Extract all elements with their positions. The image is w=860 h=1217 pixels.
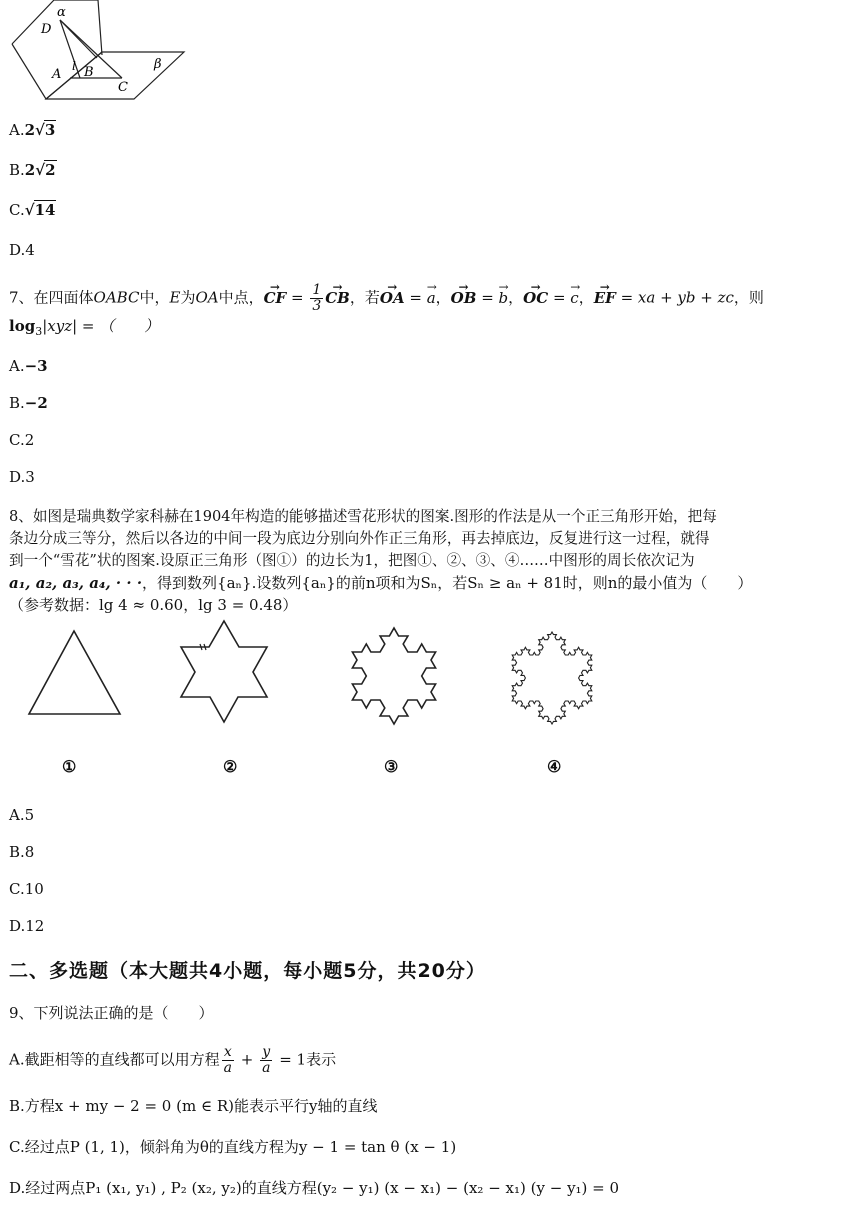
koch-figure-2 — [178, 618, 270, 724]
q8-stem-line3: 到一个“雪花”状的图案.设原正三角形（图①）的边长为1，把图①、②、③、④……中图形的周长依次记为 — [9, 552, 695, 569]
figure-label-2: ② — [223, 757, 238, 776]
q9-option-c[interactable]: C.经过点P (1, 1)，倾斜角为θ的直线方程为y − 1 = tan θ (x − 1) — [9, 1138, 457, 1156]
q6-option-c[interactable]: C.√14 — [9, 201, 56, 219]
label-beta: β — [154, 57, 162, 72]
q7-option-a[interactable]: A.−3 — [9, 357, 48, 375]
option-letter: A. — [9, 121, 25, 139]
q7-stem-line2: $\log_3|xyz|$ = （ ） — [9, 317, 160, 338]
label-B: B — [84, 65, 94, 80]
q7-stem-line1: 7、在四面体OABC中，E为OA中点，→ CF = $\frac{1}{3}$ → CB，若→ OA = → a，→ OB = → b，→ OC = → c，→ EF = xa + yb + zc，则 — [9, 283, 854, 314]
koch-outline — [512, 632, 592, 724]
q8-option-a[interactable]: A.5 — [9, 806, 35, 824]
option-letter: C. — [9, 201, 25, 219]
option-value: 4 — [25, 241, 35, 259]
q9-option-d[interactable]: D.经过两点P₁ (x₁, y₁) , P₂ (x₂, y₂)的直线方程(y₂ − y₁) (x − x₁) − (x₂ − x₁) (y − y₁) = 0 — [9, 1179, 620, 1197]
option-value: 2 — [24, 161, 36, 179]
label-C: C — [118, 80, 128, 95]
label-D: D — [41, 22, 52, 37]
q6-option-d[interactable] — [9, 240, 35, 260]
q8-option-d[interactable]: D.12 — [9, 917, 45, 935]
label-l: l — [72, 59, 76, 73]
section-title: 二、多选题（本大题共4小题，每小题5分，共20分） — [9, 960, 486, 982]
figure-label-3: ③ — [384, 757, 399, 776]
q8-stem-line1: 8、如图是瑞典数学家科赫在1904年构造的能够描述雪花形状的图案.图形的作法是从一个正三角形开始，把每 — [9, 508, 717, 525]
option-radical: 14 — [34, 201, 56, 219]
q8-option-b[interactable]: B.8 — [9, 843, 35, 861]
koch-figure-3 — [342, 618, 447, 728]
q9-stem: 9、下列说法正确的是（ ） — [9, 1004, 214, 1022]
koch-figure-1 — [26, 628, 124, 718]
dihedral-figure — [4, 0, 186, 102]
section-2-header — [9, 956, 486, 983]
koch-outline — [352, 628, 435, 724]
q7-option-d[interactable]: D.3 — [9, 468, 35, 486]
q6-option-a[interactable]: A.2√3 — [9, 121, 56, 139]
option-letter: D. — [9, 241, 26, 259]
q9-option-b[interactable]: B.方程x + my − 2 = 0 (m ∈ R)能表示平行y轴的直线 — [9, 1097, 378, 1115]
q6-option-b[interactable]: B.2√2 — [9, 161, 56, 179]
q8-stem-line2: 条边分成三等分，然后以各边的中间一段为底边分别向外作正三角形，再去掉底边，反复进行这一过程，就得 — [9, 530, 710, 547]
q8-stem-line4: a₁, a₂, a₃, a₄, · · ·，得到数列{aₙ}.设数列{aₙ}的前n项和为Sₙ，若Sₙ ≥ aₙ + 81时，则n的最小值为（ ） — [9, 574, 753, 592]
koch-figure-4 — [500, 624, 604, 730]
q8-stem-line5: （参考数据：lg 4 ≈ 0.60，lg 3 = 0.48） — [9, 596, 298, 614]
q8-option-c[interactable]: C.10 — [9, 880, 44, 898]
figure-label-4: ④ — [547, 757, 562, 776]
q7-option-b[interactable]: B.−2 — [9, 394, 48, 412]
label-alpha: α — [57, 5, 66, 20]
option-letter: B. — [9, 161, 25, 179]
option-radical: 3 — [44, 121, 56, 139]
option-value: 2 — [24, 121, 36, 139]
q7-option-c[interactable]: C.2 — [9, 431, 35, 449]
option-radical: 2 — [45, 161, 56, 179]
q9-option-a[interactable]: A.截距相等的直线都可以用方程 $\frac{x}{a}$ + $\frac{y}{a}$ = 1表示 — [9, 1044, 337, 1076]
figure-label-1: ① — [62, 757, 77, 776]
label-A: A — [52, 67, 62, 82]
